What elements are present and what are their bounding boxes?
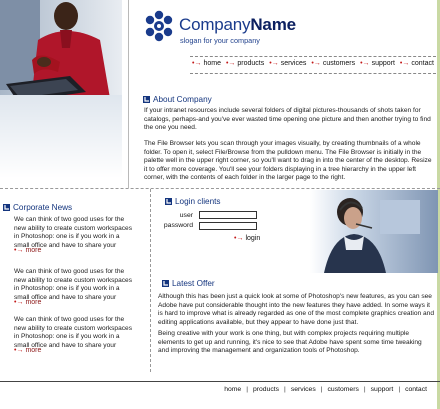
hero-photo (0, 0, 122, 178)
bullet-icon: •→ (14, 299, 24, 306)
login-button-label: login (245, 235, 261, 242)
column-divider (150, 189, 151, 372)
nav-services-label: services (280, 60, 307, 67)
about-paragraph-2: The File Browser lets you scan through your images visually, by creating thumbnails of a whole folder. To open it, select File/Browse from the pulldown menu. The File Browser is initially in the palette well in the upper right corner, so you'll want to drag in into the center of the desktop. Resize it to offer more coverage. You'll see your folders displaying in a tree hierarchy in the upper left corner, with the contents of each folder in the larger page to the right. (144, 140, 432, 182)
nav-contact[interactable] (400, 60, 434, 67)
company-slogan: slogan for your company (180, 36, 260, 45)
footer-divider (0, 381, 440, 382)
middle-divider (0, 188, 440, 189)
news-item: We can think of two good uses for the new ability to create custom workspaces in Photoshop: one is if you work in a small office and have to share your (14, 316, 133, 349)
corporate-news-title (3, 203, 72, 212)
bullet-icon: •→ (399, 60, 410, 67)
latest-offer-paragraph-2: Being creative with your work is one thing, but with complex projects requiring multiple elements to get up and running, it's nice to see that Adobe have spent some time tweaking and improving the management and organization tools of Photoshop. (158, 330, 422, 355)
nav-bottom-rule (190, 73, 436, 74)
user-input[interactable] (199, 211, 257, 219)
footer-products-link[interactable]: products (252, 386, 280, 393)
latest-offer-paragraph-1: Although this has been just a quick look at some of Photoshop's new features, as you can see Adobe have put considerable thought into the new features they have added. In some ways it is hard to improve what is already regarded as one of the most complete graphics creation and editing applications available, but they appear to have done just that. (158, 293, 434, 326)
about-paragraph-1: If your intranet resources include several folders of digital pictures-thousands of shots taken for catalogs, perhaps-and you've ever wasted time opening one picture and then another trying to find the one you need. (144, 107, 431, 132)
footer-customers-link[interactable]: customers (327, 386, 359, 393)
login-button[interactable] (234, 235, 260, 242)
news-item: We can think of two good uses for the new ability to create custom workspaces in Photoshop: one is if you work in a small office and have to share your (14, 216, 133, 249)
password-label: password (163, 222, 193, 229)
nav-products-label: products (237, 60, 265, 67)
login-title (165, 197, 221, 206)
nav-home[interactable] (192, 60, 221, 67)
footer-contact-link[interactable]: contact (405, 386, 427, 393)
company-name-part1: Company (179, 15, 251, 34)
logo[interactable] (143, 10, 323, 52)
footer-separator: | (320, 386, 323, 393)
company-name (179, 15, 296, 35)
more-label: more (25, 247, 42, 254)
bullet-icon: •→ (14, 347, 24, 354)
nav-support-label: support (371, 60, 395, 67)
more-label: more (25, 299, 42, 306)
section-arrow-icon (143, 96, 150, 103)
bullet-icon: •→ (192, 60, 202, 67)
news-more-link[interactable] (14, 247, 41, 254)
nav-services[interactable] (269, 60, 306, 67)
section-arrow-icon (3, 204, 10, 211)
bullet-icon: •→ (269, 60, 279, 67)
bullet-icon: •→ (360, 60, 370, 67)
news-more-link[interactable] (14, 347, 41, 354)
bullet-icon: •→ (14, 247, 24, 254)
footer-services-link[interactable]: services (290, 386, 316, 393)
footer-separator: | (284, 386, 286, 393)
section-arrow-icon (165, 198, 172, 205)
footer-nav (224, 386, 427, 393)
top-nav (190, 56, 436, 74)
header-divider (128, 0, 129, 188)
nav-support[interactable] (360, 60, 395, 67)
nav-home-label: home (203, 60, 221, 67)
latest-offer-title-text: Latest Offer (172, 279, 215, 288)
nav-customers-label: customers (322, 60, 356, 67)
section-arrow-icon (162, 280, 169, 287)
more-label: more (25, 347, 42, 354)
nav-contact-label: contact (411, 60, 434, 67)
bullet-icon: •→ (225, 60, 236, 67)
nav-products[interactable] (226, 60, 264, 67)
news-item: We can think of two good uses for the new ability to create custom workspaces in Photoshop: one is if you work in a small office and have to share your (14, 268, 133, 301)
corporate-news-title-text: Corporate News (13, 203, 73, 212)
company-name-part2: Name (250, 15, 296, 34)
bullet-icon: •→ (311, 60, 321, 67)
support-photo (310, 190, 438, 273)
logo-icon (143, 10, 175, 42)
footer-home-link[interactable]: home (224, 386, 242, 393)
bullet-icon: •→ (234, 235, 244, 242)
login-title-text: Login clients (175, 197, 221, 206)
user-label: user (179, 212, 193, 219)
news-more-link[interactable] (14, 299, 41, 306)
footer-separator: | (398, 386, 401, 393)
about-title (143, 95, 212, 104)
password-input[interactable] (199, 222, 257, 230)
about-title-text: About Company (153, 95, 212, 104)
footer-separator: | (246, 386, 248, 393)
nav-customers[interactable] (311, 60, 355, 67)
footer-support-link[interactable]: support (370, 386, 394, 393)
footer-separator: | (363, 386, 366, 393)
latest-offer-title (162, 279, 215, 288)
